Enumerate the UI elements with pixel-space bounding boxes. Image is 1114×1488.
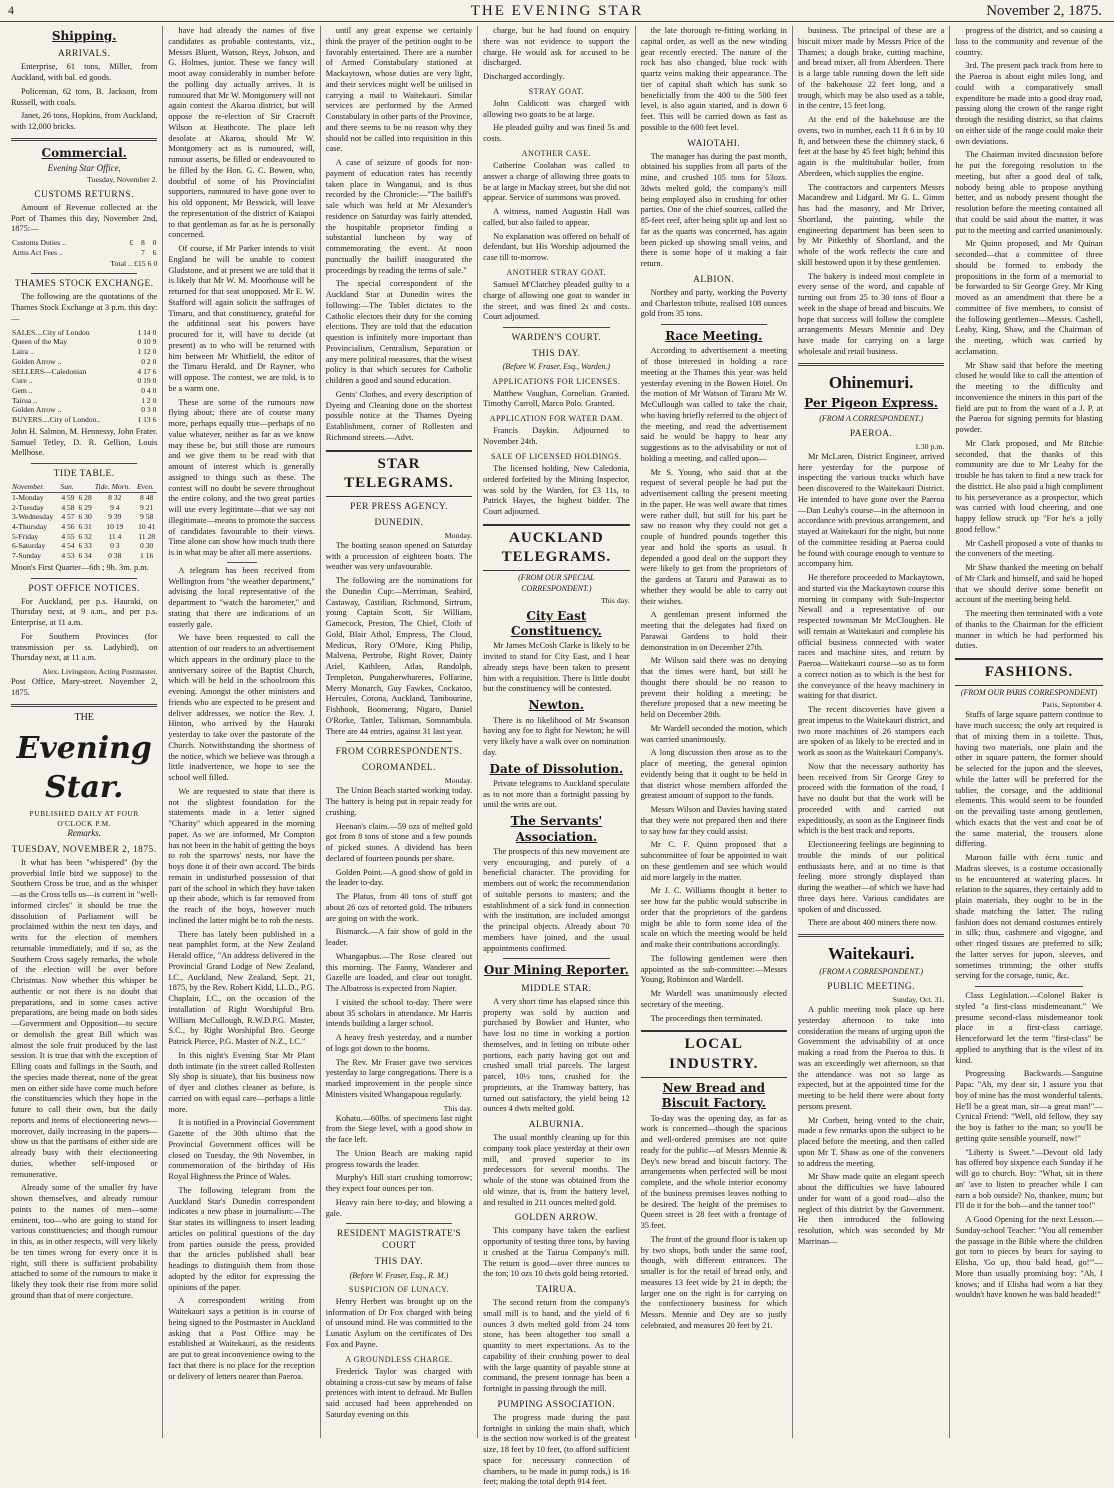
- article-paragraph: Mr Shaw said that before the meeting closed he would like to call the attention of the meeting to the difficulty and inconvenience the miners in this part of the field are put to from the want of a J. P. at the Paeroa for signing permits for blasting powder.: [955, 360, 1103, 434]
- commercial-heading: Commercial.: [41, 145, 127, 160]
- dissolution-heading: Date of Dissolution.: [489, 761, 624, 776]
- arrivals-heading: ARRIVALS.: [57, 49, 111, 60]
- article-paragraph: The meeting then terminated with a vote of thanks to the Chairman for the efficient manner in which he had performed his duties.: [955, 609, 1103, 651]
- published-line: PUBLISHED DAILY AT FOUR O'CLOCK P.M.: [29, 809, 139, 828]
- article-paragraph: Frederick Taylor was charged with obtaining a cross-cut saw by means of false pretences with intent to defraud. Mr Bullen said accused had been apprehended on Saturday evening on this: [325, 1366, 473, 1419]
- article-paragraph: A gentleman present informed the meeting that the delegates had fixed on Parawai Gardens to hold their demonstration in on December 27th.: [640, 610, 787, 652]
- article-paragraph: Mr Cashell proposed a vote of thanks to the conveners of the meeting.: [955, 538, 1103, 559]
- star-telegrams-heading: STAR TELEGRAMS.: [326, 450, 472, 497]
- article-paragraph: Northey and party, working the Poverty and Charleston tribute, realised 108 ounces gold from 35 tons.: [640, 287, 787, 319]
- article-paragraph: The Chairman invited discussion before he put the foregoing resolution to the meeting, but after a good deal of talk, nobody being able to propose anything better, and as nobody present thought the resolution before the meeting contained all that could be said about the matter, it was put to the meeting and carried unanimously.: [955, 150, 1103, 235]
- dateline: Monday.: [444, 776, 473, 786]
- article-paragraph: Kohatu.—60lbs. of specimens last night from the Siege level, with a good show in the face left.: [325, 1113, 473, 1145]
- divider: [346, 1223, 452, 1224]
- mine-heading: PUMPING ASSOCIATION.: [497, 1399, 616, 1410]
- column-5: [636, 26, 793, 1438]
- moon-note: Moon's First Quarter—6th ; 9h. 3m. p.m.: [11, 562, 149, 572]
- rm-court-heading: RESIDENT MAGISTRATE'S COURT: [336, 1229, 462, 1252]
- article-paragraph: Mr McLaren, District Engineer, arrived here yesterday for the purpose of inspecting the various tracks which have been discovered to the Waitekauri District. He intended to have gone over the Paeroa—Dan Leahy's course—in the afternoon in accordance with previous arrangement, and stayed at Waitekauri for the night, but none of the committee residing at Paeroa could be found with courage enough to venture to accompany him.: [797, 451, 945, 569]
- article-paragraph: These are some of the rumours now flying about; there are of course many more, perhaps equally true—perhaps of no value whatever, neither as far as we know may these be, but still those are rumours and we give them to be read with that amount of interest which is generally assigned to things such as these. The contest will no doubt be severe throughout the entire colony, and the two great parties will use every legitimate—that we say not illegitimate—means to promote the success of candidates favourable to their views. Time alone can show how much truth there is in what may be after all mere assertions.: [168, 397, 315, 557]
- column-3: [321, 26, 478, 1438]
- correspondent-line: (FROM A CORRESPONDENT.): [819, 966, 924, 976]
- article-paragraph: The usual monthly cleaning up for this company took place yesterday at their own mill, and proved superior to its predecessors for several months. The whole of the stone was obtained from the old winze, that is, from the battery level, and resulted in 211 ounces melted gold.: [483, 1133, 630, 1207]
- ohinemuri-heading: Ohinemuri.: [828, 372, 914, 392]
- mine-heading: WAIOTAHI.: [687, 138, 741, 149]
- advertisement-paragraph: Gents' Clothes, and every description of Dyeing and Cleaning done on the shortest possible notice at the Thames Dyeing Establishment, corner of Rollesten and Richmond streets.—Advt.: [325, 389, 473, 442]
- post-heading: POST OFFICE NOTICES.: [28, 583, 141, 594]
- divider: [31, 463, 137, 464]
- divider: [11, 138, 157, 141]
- article-paragraph: Discharged accordingly.: [483, 72, 565, 81]
- divider: [661, 324, 767, 325]
- local-industry-heading: LOCAL INDUSTRY.: [641, 1030, 787, 1077]
- article-paragraph: A long discussion then arose as to the place of meeting, the general opinion evidently being that it ought to be held in that district whose members afforded the greatest amount of support to the funds.: [640, 748, 787, 801]
- table-row: Golden Arrow .. 0 2 0: [12, 356, 157, 366]
- dateline: 1.30 p.m.: [914, 441, 945, 451]
- fashions-sub: (FROM OUR PARIS CORRESPONDENT): [960, 688, 1098, 698]
- mine-heading: MIDDLE STAR.: [521, 983, 592, 994]
- table-row: Queen of the May 0 10 9: [12, 337, 157, 347]
- table-row: Tairua .. 1 2 0: [12, 395, 157, 405]
- article-paragraph: In this night's Evening Star Mr Plant doth intimate (in the street called Rollesten Sly shop is situate), that his business now of dyer and clothes cleaner as before, is carried on with equal care—perhaps a little more.: [168, 1050, 315, 1114]
- article-paragraph: There is no likelihood of Mr Swanson having any foe to fight for Newton; he will very likely have a walk over on nomination day.: [483, 715, 630, 757]
- divider: [31, 578, 137, 579]
- article-paragraph: A correspondent writing from Waitekauri says a petition is in course of being signed to the Postmaster in Auckland asking that a Post Office may be established at Waitekauri, as the residents are put to great inconvenience owing to the fact that there is no place for the reception or delivery of letters nearer than Paeroa.: [168, 1296, 315, 1381]
- article-paragraph: A Good Opening for the next Lesson.—Sunday-school Teacher: "You all remember the passage in the Bible where the children got torn to pieces by bears for saying to Elisha, 'Go up, thou bald head, go!'"—More than usually promising boy: "Ah, I knows; and if Elisha had worn a hat they wouldn't have known he was bald headed!": [955, 1215, 1103, 1300]
- coromandel-heading: COROMANDEL.: [361, 763, 436, 774]
- case-heading: STRAY GOAT.: [528, 86, 585, 96]
- article-paragraph: Mr C. F. Quinn proposed that a subcommittee of four be appointed to wait on these gentlemen and see which would aid more largely in the matter.: [640, 840, 787, 882]
- article-paragraph: The Rev. Mr Fraser gave two services yesterday to large congregations. There is a marked improvement in the people since Ministers visited Whangapoua regularly.: [325, 1057, 473, 1099]
- table-row: BUYERS....City of London.. 1 13 6: [12, 415, 157, 425]
- divider: [503, 958, 609, 959]
- case-heading: A GROUNDLESS CHARGE.: [345, 1354, 453, 1364]
- table-header-row: November. Sun. Tide. Morn. Even.: [11, 482, 157, 492]
- customs-total: Total .. £15 6 0: [110, 259, 158, 269]
- article-paragraph: Mr Wilson said there was no denying that the times were hard, but still he thought there should be no reason to prevent their holding a meeting; he therefore proposed that a new meeting be held on December 28th.: [640, 656, 787, 720]
- table-row: Golden Arrow .. 0 3 0: [12, 405, 157, 415]
- article-paragraph: The second return from the company's small mill is to hand, and the yield of 6 ounces 3 dwts melted gold from 24 tons stone, has been altogether too small a quantity to meet expectations. As to the capability of their crushing power to deal with the large quantity of payable stone at command, the present tonnage has been a fortnight in passing through the mill.: [483, 1298, 630, 1394]
- article-paragraph: The manager has during the past month, obtained his supplies from all parts of the mine, and crushed 105 tons for 53ozs. 3dwts melted gold, the company's mill being employed also in crushing for other parties. One of the chief sources, called the 85-feet reef, after being split up and lost so far as the quarts was concerned, has again been picked up showing small veins, and there is some hope of it making a fair return.: [640, 151, 787, 269]
- article-paragraph: The prospects of this new movement are very encouraging, and purely of a beneficial character. The providing for members out of work; the recommendation of suitable persons to masters; and the establishment of a sick fund in connection with the institution, are included amongst the principal objects. Already about 70 members have joined, and the usual appointments confirmed.: [483, 846, 630, 953]
- case-heading: SALE OF LICENSED HOLDINGS.: [490, 451, 622, 461]
- article-paragraph: The Union Beach started working today. The battery is being put in repair ready for crushing.: [325, 786, 473, 817]
- article-paragraph: Mr S. Young, who said that at the request of several people he had put the advertisement calling the present meeting in the paper. He was well aware that times were rather dull, but still for his part he saw no reason why they could not get a couple of hundred pounds together this year and hold the sports as usual. It depended a good deal on the support they were likely to get from the proprietors of the gardens at Tararu and Parawai as to whether they would be able to carry out their wishes.: [640, 467, 787, 606]
- article-paragraph: Henry Herbert was brought up on the information of Dr Fox charged with being of unsound mind. He was committed to the Lunatic Asylum on the certificates of Drs Fox and Payne.: [325, 1296, 473, 1349]
- tide-table: [11, 482, 157, 561]
- article-paragraph: until any great expense we certainly think the prayer of the petition ought to be favorably entertained. There are a number of Armed Constabulary stationed at Mackaytown, whose duties are very light, and their services might well be utilised in carrying a mail to Waitekauri. Similar services are performed by the Armed Constabulary in other parts of the Province, and there seems to be no reason why they should not be called into requisition in this case.: [325, 26, 473, 154]
- article-paragraph: The Union Beach are making rapid progress towards the leader.: [325, 1148, 473, 1169]
- article-paragraph: Mr Wardell seconded the motion, which was carried unanimously.: [640, 723, 787, 744]
- article-paragraph: Mr Corbett, being voted to the chair, made a few remarks upon the subject to be placed before the meeting, and then called upon Mr T. Shaw as one of the conveners to address the meeting.: [797, 1115, 945, 1168]
- table-row: Cure .. 0 19 0: [12, 376, 157, 386]
- article-paragraph: progress of the district, and so causing a loss to the community and revenue of the country.: [955, 26, 1103, 57]
- column-4: [478, 26, 635, 1487]
- arrival-item: Policeman, 62 tons, B. Jackson, from Russell, with coals.: [11, 86, 158, 107]
- divider: [503, 327, 609, 328]
- article-paragraph: The Platus, from 40 tons of stuff got about 26 ozs of retorted gold. The tributers are going on with the work.: [325, 892, 473, 923]
- dateline: Sunday, Oct. 31.: [892, 995, 945, 1005]
- table-row: 1-Monday 4 59 6 28 8 32 8 48: [12, 492, 154, 502]
- table-row: 3-Wednesday 4 57 6 30 9 39 9 58: [12, 512, 154, 522]
- article-paragraph: John Caldicott was charged with allowing two goats to be at large.: [483, 98, 630, 119]
- article-paragraph: The following telegram from the Auckland Star's Dunedin correspondent indicates a new phase in journalism:—The Star states its willingness to insert leading articles on political questions of the day from parties outside the press, provided that the articles published shall bear headings to distinguish them from those adopted by the editor for expressing the opinions of the paper.: [168, 1185, 315, 1292]
- warden-heading: WARDEN'S COURT.: [511, 333, 602, 344]
- article-paragraph: The bakery is indeed most complete in every sense of the word, and capable of turning out from 25 to 30 tons of flour a week in the shape of bread and biscuits. We hope that success will follow the complete arrangements Messrs Mennie and Dey have made for carrying on a large wholesale and retail business.: [797, 271, 945, 356]
- article-paragraph: A heavy fresh yesterday, and a number of logs got down to the booms.: [325, 1033, 473, 1053]
- mining-heading: Our Mining Reporter.: [483, 963, 629, 978]
- leader-paragraph: Already some of the smaller fry have shown themselves, and already rumour points to the names of men—some eminent, too—who are going to stand for various constituencies; and though rumour in this, as in other respects, will very likely be ten times wrong for every once it is right, still there is sufficient probability attached to some of the rumours to make it likely they took their rise from more solid ground than that of mere conjecture.: [11, 1183, 158, 1300]
- post-office-line: Post Office, Mary-street. November 2, 1875.: [11, 677, 158, 697]
- article-paragraph: He therefore proceeded to Mackaytown, and started via the Mackaytown course this morning in company with Sub-Inspector Newall and a representative of our respected townsman Mr McCloughen. He will remain at Waitekauri and complete his official business connected with water races and machine sites, and return by Paeroa—Waitekauri course—so as to form a correct notion as to which is the best for the conveyance of the heavy machinery in waiting for that district.: [797, 573, 945, 701]
- article-paragraph: I visited the school to-day. There were about 35 scholars in attendance. Mr Harris intends building a larger school.: [325, 997, 473, 1029]
- table-row: Customs Duties .. £ 8 0: [12, 238, 157, 248]
- article-paragraph: To-day was the opening day, as far as work is concerned—though the spacious and well-ordered premises are not quite ready for the public—of Messrs Mennie & Dey's new bread and biscuit factory. The arrangements when perfected will be most complete, and the whole interior economy of the business premises leaves nothing to be desired. The height of the premises to Queen street is 28 feet with a frontage of 35 feet.: [640, 1113, 787, 1231]
- stock-names: John H. Salmon, M. Hennessy, John Frater. Samuel Tetley, D. R. Gellion, Louis Mellbose.: [11, 426, 158, 458]
- auckland-sub: (FROM OUR SPECIAL CORRESPONDENT.): [518, 573, 595, 593]
- case-heading: APPLICATIONS FOR LICENSES.: [492, 376, 621, 386]
- article-paragraph: No explanation was offered on behalf of defendant, but His Worship adjourned the case till to-morrow.: [483, 231, 630, 263]
- article-paragraph: The front of the ground floor is taken up by two shops, both under the same roof, though, with different entrances. The smaller is for the retail of bread only, and measures 13 feet wide by 21 in depth; the larger one on the right is for carrying on the confectionery business for which Messrs. Mennie and Dey are so justly celebrated, and measures 20 feet by 21.: [640, 1234, 787, 1330]
- post-signature: Alex. Livingston, Acting Postmaster.: [42, 667, 158, 677]
- shipping-heading: Shipping.: [51, 29, 117, 43]
- article-paragraph: Heavy rain here to-day, and blowing a gale.: [325, 1197, 473, 1218]
- dateline: This day.: [601, 595, 630, 605]
- article-paragraph: Mr Shaw thanked the meeting on behalf of Mr Clark and himself, and said he hoped that we should derive some benefit on account of the meeting being held.: [955, 563, 1103, 605]
- office-date: Tuesday, November 2.: [87, 174, 158, 184]
- table-row: 7-Sunday 4 53 6 34 0 38 1 16: [12, 551, 154, 561]
- fashions-heading: FASHIONS.: [955, 658, 1102, 686]
- article-paragraph: The following gentlemen were then appointed as the sub-committee:—Messrs Young, Robinson and Wardell.: [640, 953, 787, 985]
- case-heading: ANOTHER CASE.: [521, 148, 591, 158]
- article-paragraph: Bismarck.—A fair show of gold in the leader.: [325, 927, 473, 948]
- table-row: Laira .. 1 12 0: [12, 347, 157, 357]
- page-number: 4: [8, 3, 14, 17]
- post-notice: For Auckland, per p.s. Hauraki, on Thursday next, at 9 a.m., and per p.s. Enterprise, at 11 a.m.: [11, 596, 158, 628]
- article-paragraph: Progressing Backwards.—Sanguine Papa: "Ah, my dear sir, I assure you that boy of mine has the most wonderful talents. He'll be a great man, sir—a great man!"—Cynical Friend: "Well, old fellow, they say the boy is father to the man; so you'll be getting quite sensible yourself, now!": [955, 1069, 1103, 1143]
- column-1: [6, 26, 163, 1438]
- dateline: Monday.: [444, 530, 473, 540]
- divider: [31, 273, 137, 274]
- newspaper-logo: Evening Star.: [16, 731, 152, 805]
- post-notice: For Southern Provinces (for transmission per ss. Ladybird), on Thursday next, at 11 a.m.: [11, 631, 158, 663]
- article-paragraph: Murphy's Hill start crushing tomorrow; they expect four ounces per ton.: [325, 1173, 473, 1194]
- mine-heading: ALBION.: [693, 274, 735, 285]
- article-paragraph: A case of seizure of goods for non-payment of education rates has recently taken place in Wanganui, and is thus recorded by the Chronicle:—"The bailiff's sale which was held at Mr Alexander's residence on Saturday was fairly attended, the hospitable proprietor finding a substantial luncheon by way of commemorating the event. At noon punctually the bailiff inaugurated the proceedings by reading the terms of sale.": [325, 158, 473, 275]
- correspondent-line: (FROM A CORRESPONDENT.): [819, 413, 924, 423]
- stock-intro: The following are the quotations of the Thames Stock Exchange at 3 p.m. this day:—: [11, 292, 158, 323]
- dunedin-heading: DUNEDIN.: [374, 517, 424, 528]
- customs-heading: CUSTOMS RETURNS.: [34, 189, 134, 200]
- issue-date: November 2, 1875.: [986, 3, 1102, 19]
- leader-paragraph: It what has been "whispered" (by the proverbial little bird we suppose) to the Southern Cross be true, and as the whisper—as the Cross tells us—is current in "well-informed circles" it should be true the dissolution of Parliament will be proclaimed within the next ten days, and writs for the election of members returnable immediately, and if so, as the Southern Cross sagely remarks, the whole of the election will be over before Christmas. Now whether this whisper be authentic or not there is no doubt that preparations, and in some cases active preparations, are being made on both sides—Government and Opposition—to secure or demolish the great Bill which was almost the sole fruit produced by the last session. It is true that with the exception of Elling coats and fallings in the South, and the species made thereat, none of the great men on either side have come much before the constituencies which they hope in the future to call their own, but the daily reports and items of electioneering news—moreover, daily increasing in the papers—show us that the partisans of either side are already busy with their electioneering duties, whether self-imposed or remunerative.: [11, 857, 158, 1179]
- article-paragraph: Samuel M'Clatchey pleaded guilty to a charge of allowing one goat to wander in the street, and was fined 2s and costs. Court adjourned.: [483, 280, 630, 322]
- leader-date: TUESDAY, NOVEMBER 2, 1875.: [11, 844, 157, 855]
- article-paragraph: "Liberty is Sweet."—Devout old lady has offered boy sixpence each Sunday if he will go to church. Boy: "What, sit in there an' 'ave to listen to preacher while I can earn a bob outside? No, thankee, mum; but I'll do it for the bob—and the tanner too!": [955, 1147, 1103, 1211]
- article-paragraph: The proceedings then terminated.: [650, 1013, 763, 1023]
- warden-day: THIS DAY.: [532, 349, 581, 360]
- newton-heading: Newton.: [528, 698, 585, 713]
- table-row: 4-Thursday 4 56 6 31 10 19 10 41: [12, 522, 156, 532]
- article-paragraph: A witness, named Augustin Hall was called, but also failed to appear.: [483, 207, 630, 227]
- mine-heading: GOLDEN ARROW.: [514, 1213, 598, 1224]
- auckland-telegrams-heading: AUCKLAND TELEGRAMS.: [483, 524, 629, 571]
- race-meeting-heading: Race Meeting.: [665, 329, 763, 344]
- article-paragraph: The contractors and carpenters Messrs Macandrew and Lidgard. Mr G. L. Gimm has had the masonry, and Mr Driver, Shortland, the painting, while the engineering department has been seen to by Mr Pitkethly of Shortland, and the whole of the work reflects the care and skill bestowed upon it by these gentlemen.: [797, 182, 945, 267]
- column-2: [163, 26, 320, 1438]
- table-row: SALES....City of London 1 14 0: [12, 327, 157, 337]
- article-paragraph: Mr Clark proposed, and Mr Ritchie seconded, that the thanks of this community are due to Mr Leahy for the trouble he has taken to find a new track for the district. He also paid a high compliment to his perseverance as a prospector, which was carried with loud cheering, and one happy fellow struck up "For he's a jolly good fellow.": [955, 438, 1103, 534]
- divider: [975, 986, 1082, 987]
- dateline: Paris, September 4.: [1042, 700, 1103, 710]
- article-paragraph: It is notified in a Provincial Government Gazette of the 30th ultimo that the Provincial Government offices will be closed on Tuesday, the 9th November, in commemoration of the birthday of His Royal Highness the Prince of Wales.: [168, 1118, 315, 1181]
- divider: [346, 741, 452, 742]
- article-paragraph: The following are the nominations for the Dunedin Cup:—Merriman, Seabird, Castaway, Castilian, Richmond, Sirtrum, young Captain Scott, Sir William, Gamecock, Preston, The Chief, Cloth of Gold, Blair Athol, Empress, The Cloud, Medicus, Rory O'More, King Philip, Malvena, Pertrobe, Right Rover, Dainty Ariel, Kathleen, Atlas, Randolph, Templeton, Pungaherwhareres, Folfarine, Merry Monarch, Guy Fawkes, Cockatoo, Hercules, Corona, Auckland, Tambourine, Fishhook, Boomerang, Nigaro, Daniel O'Rorke, Tattler, Talisman, Somnambula. There are 44 entries, against 31 last year.: [325, 576, 473, 736]
- article-paragraph: Heenan's claim.—59 ozs of melted gold got from 8 tons of stone and a few pounds of picked stones. A dividend has been declared of fourteen pounds per share.: [325, 821, 473, 863]
- article-paragraph: This company have taken the earliest opportunity of testing three tons, by having it crushed at the Tairua Company's mill. The return is good—over three ounces to the ton; 10 ozs 10 dwts gold being retorted.: [483, 1226, 630, 1279]
- city-east-heading: City East Constituency.: [510, 608, 602, 639]
- page-title: THE EVENING STAR: [470, 3, 644, 19]
- article-paragraph: The recent discoveries have given a great impetus to the Waitekauri district, and two more machines of 26 stampers each are spoken of as likely to be erected and in work as soon as the Waitekauri Company's.: [797, 705, 945, 758]
- article-paragraph: At the end of the bakehouse are the ovens, two in number, each 11 ft 6 in by 10 ft, and between these the chimney stack, 6 feet at the base by 45 feet high; behind this again is the multitubular boiler, from Aberdeen, which supplies the engine.: [797, 115, 945, 178]
- paeroa-heading: PAEROA.: [849, 428, 893, 439]
- mine-heading: TAIRUA.: [536, 1285, 577, 1296]
- tide-heading: TIDE TABLE.: [53, 469, 115, 480]
- table-row: 2-Tuesday 4 58 6 29 9 4 9 21: [12, 502, 154, 512]
- article-paragraph: Golden Point.—A good show of gold in the leader to-day.: [325, 867, 473, 888]
- dateline: This day.: [443, 1103, 473, 1113]
- warden-before: (Before W. Fraser, Esq., Warden.): [502, 362, 611, 372]
- agency-heading: PER PRESS AGENCY.: [350, 501, 448, 512]
- article-paragraph: Class Legislation.—Colonel Baker is styled "a first-class misdemeanant." We presume second-class misdemeanor took place in a first-class carriage. Henceforward let the term "first-class" be applied to anything that is the vilest of its kind.: [955, 991, 1103, 1065]
- waitekauri-heading: Waitekauri.: [827, 944, 915, 964]
- article-paragraph: A very short time has elapsed since this property was sold by auction and purchased by Bowker and Hunter, who have lost no time in working a portion themselves, and in letting on tribute other portions, each party having got out and crushed small trial parcels. The largest parcel, 10½ tons, crushed for the proprietors, at the Tramway battery, has turned out satisfactory, the yield being 12 ounces 4 dwts melted gold.: [483, 996, 630, 1114]
- article-paragraph: charge, but he had found on enquiry there was not evidence to support the charge. He would ask for accused to be discharged.: [483, 26, 630, 68]
- correspondents-heading: FROM CORRESPONDENTS.: [335, 747, 463, 758]
- case-heading: APPLICATION FOR WATER DAM.: [489, 414, 624, 424]
- article-paragraph: Maroon faille with écru tunic and Madras sleeves, is a costume occasionally to be encountered at watering places. In relation to the squares, they certainly add to plain materials, they ought to be in the shade matching the latter. The ruling fashion does not demand costumes entirely in silk; thus, cashmere and vigogne, and other ringed tissues are preferred to silk; the latter serves for jupon, sleeves, and sometimes trimming; the other stuffs serving for the corsage, tunic, &c.: [955, 853, 1103, 981]
- remarks-label: Remarks.: [67, 828, 102, 839]
- rm-day: THIS DAY.: [374, 1257, 424, 1268]
- newspaper-columns: [6, 26, 1108, 1487]
- article-paragraph: business. The principal of these are a biscuit mixer made by Messrs Price of the Thames; a dough brake, cutting machine, and bread mixer, all from Aberdeen. There is a large table running down the left side of the bakehouse 22 feet long, and a trough, which may be also used as a table, in the centre, 15 feet long.: [797, 26, 945, 111]
- article-paragraph: Mr Quinn proposed, and Mr Quinan seconded—that a committee of three should be formed to embody the propositions in the form of a memorial to be forwarded to Sir George Grey. Mr King moved as an amendment that there be a committee of five members, to consist of the following gentlemen—Messrs. Cashell, Leahy, King, Shaw, and the Chairman of the meeting, which was carried by acclamation.: [955, 239, 1103, 356]
- case-heading: ANOTHER STRAY GOAT.: [506, 267, 607, 277]
- article-paragraph: Mr Shaw made quite an elegant speech about the difficulties we have laboured under for want of a good road—also the neglect of this district by the Government. He then introduced the following resolution, which was seconded by Mr Marrinan—: [797, 1172, 945, 1246]
- customs-text: Amount of Revenue collected at the Port of Thames this day, November 2nd, 1875:—: [11, 202, 158, 234]
- article-paragraph: Whangapbus.—The Rose cleared out this morning. The Fanny, Wanderer and Gazelle are loaded, and clear out tonight. The Albatross is expected from Napier.: [325, 951, 473, 994]
- biscuit-factory-heading: New Bread and Biscuit Factory.: [661, 1080, 766, 1111]
- table-row: Gem .. 0 4 0: [12, 386, 157, 396]
- article-paragraph: Francis Daykin. Adjourned to November 24th.: [483, 426, 630, 447]
- case-heading: SUSPICION OF LUNACY.: [349, 1284, 449, 1294]
- article-paragraph: The boating season opened on Saturday with a procession of eighteen boats. The weather was very unfavourable.: [325, 540, 473, 572]
- office-line: Evening Star Office,: [47, 163, 121, 174]
- article-paragraph: the late thorough re-fitting working in capital order, as well as the new winding gear recently erected. The nature of the rock has also changed, blue rock with quartz veins making their appearance. The tier of capital shaft which has sunk so beneficially from the 400 to the 500 feet level, is also again started, and is down 6 feet. This will be carried down as fast as possible to the 600 feet level.: [640, 26, 787, 132]
- article-paragraph: The progress made during the past fortnight in sinking the main shaft, which is the section now worked is of the greatest size, 18 feet by 10 feet, (to afford sufficient space for necessary connection of chambers, to be made in pump rods,) is 16 feet; making the total depth 914 feet.: [483, 1412, 630, 1487]
- article-paragraph: 3rd. The present pack track from here to the Paeroa is about eight miles long, and could with a comparatively small expenditure be made into a good dray road, passing along the crown of the range right through the residing district, so that claims on either side of the range could make their own deviations.: [955, 61, 1103, 146]
- table-row: SELLERS—Caledonian 4 17 6: [12, 366, 157, 376]
- table-row: 5-Friday 4 55 6 32 11 4 11 28: [12, 531, 156, 541]
- column-6: [793, 26, 950, 1438]
- customs-table: [11, 238, 157, 257]
- table-row: 6-Saturday 4 54 6 33 0 3 0 30: [12, 541, 154, 551]
- page-header: [0, 0, 1114, 22]
- divider: [227, 562, 257, 563]
- article-paragraph: There are about 400 miners there now.: [807, 918, 937, 928]
- article-paragraph: Electioneering feelings are beginning to trouble the minds of our political enthusiasts here, and at no time is that feeling more strongly displayed than during the weather—of which we have had three days here. Various candidates are spoken of and discussed.: [797, 840, 945, 914]
- article-paragraph: Mr James McCosh Clarke is likely to be invited to stand for City East, and I hear already steps have been taken to present him with a requisition. There is little doubt but the constituency will be contested.: [483, 641, 630, 694]
- arrival-item: Janet, 26 tons, Hopkins, from Auckland, with 12,000 bricks.: [11, 111, 158, 132]
- article-paragraph: Catherine Coolahan was called to answer a charge of allowing three goats to be at large in Mackay street, but she did not appear. Service of summons was proved.: [483, 161, 630, 203]
- article-paragraph: According to advertisement a meeting of those interested in holding a race meeting at the Thames this year was held yesterday evening in the Bowen Hotel. On the motion of Mr Watson of Tararu Mr W. McCullough was called to take the chair, who having briefly referred to the object of the meeting, and read the advertisement said he would be happy to hear any suggestions as to the advisability or not of holding a meeting, and called upon—: [640, 346, 787, 463]
- divider: [11, 704, 157, 707]
- article-paragraph: He pleaded guilty and was fined 5s and costs.: [483, 123, 630, 144]
- article-paragraph: Messrs Wilson and Davies having stated that they were not prepared then and there to say how far they could assist.: [640, 805, 787, 836]
- stock-heading: THAMES STOCK EXCHANGE.: [14, 279, 154, 290]
- column-7: [950, 26, 1107, 1438]
- article-paragraph: Private telegrams to Auckland speculate as to not more than a fortnight passing by until the writs are out.: [483, 778, 630, 810]
- article-paragraph: We have been requested to call the attention of our readers to an advertisement which appears in the ordinary place to the anniversary soiree of the Baptist Church, which will be held in the schoolroom this evening. Amongst the other ministers and friends who are expected to be present and deliver addresses, we notice the Rev. J. Hinton, who arrived by the Hauraki yesterday to take over the pastorate of the Church. Notwithstanding the shortness of the notice, which we believe was through a little inadvertence, we hope to see the school well filled.: [168, 633, 315, 782]
- pigeon-express-heading: Per Pigeon Express.: [804, 396, 938, 411]
- rm-before: (Before W. Fraser, Esq., R. M.): [349, 1270, 449, 1280]
- stock-table: [11, 328, 157, 425]
- public-meeting-heading: PUBLIC MEETING.: [827, 982, 915, 993]
- article-paragraph: There has lately been published in a neat pamphlet form, at the New Zealand Herald office, "An address delivered in the Provincial Grand Lodge of New Zealand, I.C., Auckland, New Zealand, Sept. 21, 1875, by the Rev. Robert Kidd, LL.D., P.G. Chaplain, I.C., on the occasion of the installation of Right Worshipful Bro. William McCullough, R.W.D.P.G. Master, S.C., by Right Worshipful Bro. George Patrick Pierce, P.G. Master of N.Z., I.C.": [168, 929, 315, 1046]
- article-paragraph: The licensed holding, New Caledonia, ordered forfeited by the Mining Inspector, was sold by the Warden, for £3 11s, to Patrick Hayes, the highest bidder. The Court adjourned.: [483, 464, 630, 517]
- article-paragraph: The special correspondent of the Auckland Star at Dunedin wires the following:—The Tablet dictates to the Catholic electors their duty for the coming elections. They are told that the education question is infinitely more important than Provincialism, Centralism, Separation or any mere political measures, that the wisest policy is that which secures for Catholic children a good and sound education.: [325, 279, 473, 385]
- arrival-item: Enterprise, 61 tons, Miller, from Auckland, with bal. ed goods.: [11, 62, 158, 83]
- divider: [798, 934, 944, 937]
- article-paragraph: Mr Wardell was unanimously elected secretary of the meeting.: [640, 989, 787, 1009]
- masthead-the: THE: [74, 711, 94, 723]
- article-paragraph: A public meeting took place up here yesterday afternoon to take into consideration the means of urging upon the Government the advisability of at once making a road from the Paeroa to this. It was an exceedingly wet afternoon, so that the attendance was not so large as expected, but at the appointed time for the meeting to be held there were about forty persons present.: [797, 1005, 945, 1111]
- article-paragraph: Of course, if Mr Parker intends to visit England he will be unable to contest Gladstone, and at present we are told that it is likely that Mr W. M. Moorhouse will be returned for that seat unopposed. Mr E. W. Stafford will again solicit the suffrages of Timaru, and that constituency, grateful for the additional seat his powers have procured for it, will have to decide (at present) as to who will be returned with him between Mr Whitfield, the editor of the Timaru Herald, and Dr Rayner, who will oppose. The contest, we are told, is to be a warm one.: [168, 244, 315, 393]
- article-paragraph: Matthew Vaughan, Cornelian. Granted. Timothy Carroll, Marco Polo. Granted.: [483, 388, 630, 409]
- article-paragraph: have had already the names of five candidates as probable contestants, viz., Messrs Bluett, Watson, Reys, Jobson, and G. Holmes, junior. These we fancy will moot away considerably in number before the polling day actually arrives. It is rumoured that Mr W. Montgomery will not again contest the Akaroa district, but will oppose the re-election of Sir Cracroft Wilson at Heathcote. The place left desolate at Akaroa, should Mr W. Montgomery act as is rumoured, will, rumour asserts, be filled or endeavoured to be filled by the Hon. G. C. Bowen, who, doubtful of some of his Provincialist supporters, rumoured to have gone over to his old opponent, Mr Beswick, will leave the representation of the district of Kaiapoi to that gentleman as far as he is personally concerned.: [168, 26, 315, 240]
- mine-heading: ALBURNIA.: [528, 1120, 584, 1131]
- article-paragraph: A telegram has been received from Wellington from "the weather department," advising the local representative of the department to "watch the barometer," and stating that there are indications of an easterly gale.: [168, 565, 315, 629]
- servants-heading: The Servants' Association.: [510, 814, 603, 844]
- article-paragraph: Now that the necessary authority has been received from Sir George Grey to proceed with the formation of the road, I have no doubt but that the work will be proceeded with and carried out expeditiously, as soon as the Engineer finds which is the best track and reports.: [797, 761, 945, 836]
- divider: [798, 363, 944, 366]
- table-row: Arms Act Fees .. 7 6: [12, 247, 157, 257]
- article-paragraph: Stuffs of large square pattern continue to have much success; the only art required is that of mixing them in a toilette. Thus, having two materials, one plain and the other in square pattern, the former should be selected for the jupon and the sleeves, while the latter will be preferred for the tablier, the corsage, and the additional elements. This would seem to be founded on the prevailing taste among gentlemen, which exacts that the vest and coat be of the same material, the trousers alone differing.: [955, 710, 1103, 849]
- article-paragraph: We are requested to state that there is not the slightest foundation for the statements made in a letter signed "Charity" which appeared in the morning paper. As we are informed, Mr Compton has not been in the habit of getting the boys to rob the sparrows' nests, nor have the boys done it of their own accord. The birds remain in undisturbed possession of that part of the school in which they have taken up their abode, which is far removed from the reach of the boys, however much inclined the latter might be to rob the nests.: [168, 786, 315, 925]
- article-paragraph: Mr J. C. Williams thought it better to see how far the public would subscribe in order that the proprietors of the gardens might be able to form some idea of the scale on which the meeting would be held and make their contributions accordingly.: [640, 886, 787, 950]
